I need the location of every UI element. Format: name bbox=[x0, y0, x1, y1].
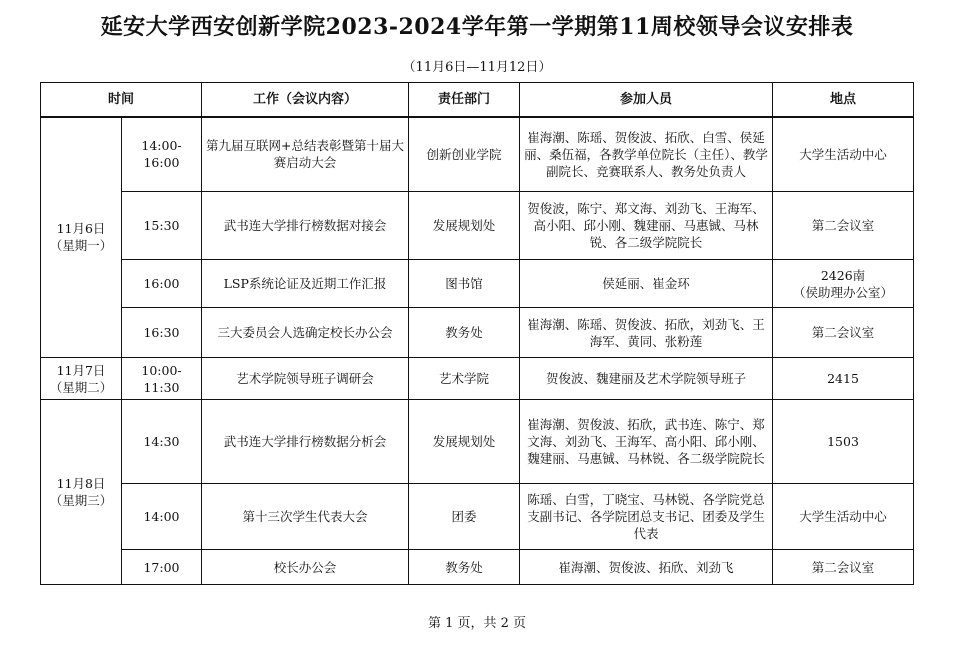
dept-cell: 图书馆 bbox=[409, 260, 520, 308]
table-row bbox=[41, 117, 914, 192]
time-cell: 16:30 bbox=[122, 308, 202, 358]
work-cell: 第十三次学生代表大会 bbox=[202, 484, 409, 550]
time-cell: 14:00-16:00 bbox=[122, 117, 202, 192]
document-title: 延安大学西安创新学院2023-2024学年第一学期第11周校领导会议安排表 bbox=[100, 14, 854, 40]
location-cell: 第二会议室 bbox=[773, 308, 914, 358]
time-cell: 14:00 bbox=[122, 484, 202, 550]
table-row bbox=[41, 192, 914, 260]
meeting-schedule-table bbox=[40, 82, 914, 585]
dept-cell: 教务处 bbox=[409, 550, 520, 585]
people-cell: 贺俊波、魏建丽及艺术学院领导班子 bbox=[520, 358, 773, 400]
time-cell: 10:00-11:30 bbox=[122, 358, 202, 400]
dept-cell: 创新创业学院 bbox=[409, 117, 520, 192]
work-cell: 三大委员会人选确定校长办公会 bbox=[202, 308, 409, 358]
header-location: 地点 bbox=[773, 83, 914, 117]
day-weekday: （星期三） bbox=[49, 493, 113, 508]
location-cell: 1503 bbox=[773, 400, 914, 484]
location-note: （侯助理办公室） bbox=[793, 284, 894, 300]
day-date: 11月8日 bbox=[56, 476, 106, 491]
header-work: 工作（会议内容） bbox=[202, 83, 409, 117]
table-row bbox=[41, 550, 914, 585]
work-cell: 武书连大学排行榜数据分析会 bbox=[202, 400, 409, 484]
location-cell: 第二会议室 bbox=[773, 550, 914, 585]
people-cell: 崔海潮、贺俊波、拓欣、刘劲飞 bbox=[520, 550, 773, 585]
people-cell: 侯延丽、崔金环 bbox=[520, 260, 773, 308]
location-cell: 大学生活动中心 bbox=[773, 117, 914, 192]
dept-cell: 团委 bbox=[409, 484, 520, 550]
time-cell: 17:00 bbox=[122, 550, 202, 585]
header-dept: 责任部门 bbox=[409, 83, 520, 117]
people-cell: 贺俊波，陈宁、郑文海、刘劲飞、王海军、高小阳、邱小刚、魏建丽、马惠铖、马林锐、各二级学院院长 bbox=[520, 192, 773, 260]
location-cell bbox=[773, 260, 914, 308]
dept-cell: 艺术学院 bbox=[409, 358, 520, 400]
day-weekday: （星期二） bbox=[49, 379, 113, 395]
day-cell-wednesday bbox=[41, 400, 122, 585]
table-row bbox=[41, 308, 914, 358]
day-date: 11月6日 bbox=[56, 221, 106, 237]
dept-cell: 发展规划处 bbox=[409, 400, 520, 484]
day-cell-tuesday bbox=[41, 358, 122, 400]
dept-cell: 教务处 bbox=[409, 308, 520, 358]
people-cell: 崔海潮、贺俊波、拓欣，武书连、陈宁、郑文海、刘劲飞、王海军、高小阳、邱小刚、魏建丽、马惠铖、马林锐、各二级学院院长 bbox=[520, 400, 773, 484]
table-header-row bbox=[41, 83, 914, 117]
dept-cell: 发展规划处 bbox=[409, 192, 520, 260]
work-cell: 艺术学院领导班子调研会 bbox=[202, 358, 409, 400]
location-cell: 2415 bbox=[773, 358, 914, 400]
work-cell: LSP系统论证及近期工作汇报 bbox=[202, 260, 409, 308]
work-cell: 第九届互联网+总结表彰暨第十届大赛启动大会 bbox=[202, 117, 409, 192]
location-cell: 大学生活动中心 bbox=[773, 484, 914, 550]
time-cell: 16:00 bbox=[122, 260, 202, 308]
day-date: 11月7日 bbox=[56, 362, 106, 378]
time-cell: 14:30 bbox=[122, 400, 202, 484]
work-cell: 武书连大学排行榜数据对接会 bbox=[202, 192, 409, 260]
page-footer: 第 1 页，共 2 页 bbox=[427, 616, 527, 631]
table-row bbox=[41, 484, 914, 550]
people-cell: 陈瑶、白雪，丁晓宝、马林锐、各学院党总支副书记、各学院团总支书记、团委及学生代表 bbox=[520, 484, 773, 550]
people-cell: 崔海潮、陈瑶、贺俊波、拓欣，刘劲飞、王海军、黄同、张粉莲 bbox=[520, 308, 773, 358]
day-cell-monday bbox=[41, 117, 122, 358]
table-row bbox=[41, 400, 914, 484]
location-cell: 第二会议室 bbox=[773, 192, 914, 260]
work-cell: 校长办公会 bbox=[202, 550, 409, 585]
table-row bbox=[41, 260, 914, 308]
header-people: 参加人员 bbox=[520, 83, 773, 117]
time-cell: 15:30 bbox=[122, 192, 202, 260]
location-room: 2426南 bbox=[820, 267, 866, 283]
header-time: 时间 bbox=[41, 83, 202, 117]
date-range-subtitle: （11月6日—11月12日） bbox=[402, 60, 552, 75]
people-cell: 崔海潮、陈瑶、贺俊波、拓欣、白雪、侯延丽、桑伍福，各教学单位院长（主任）、教学副院长、竞赛联系人、教务处负责人 bbox=[520, 117, 773, 192]
table-row bbox=[41, 358, 914, 400]
day-weekday: （星期一） bbox=[49, 238, 113, 254]
